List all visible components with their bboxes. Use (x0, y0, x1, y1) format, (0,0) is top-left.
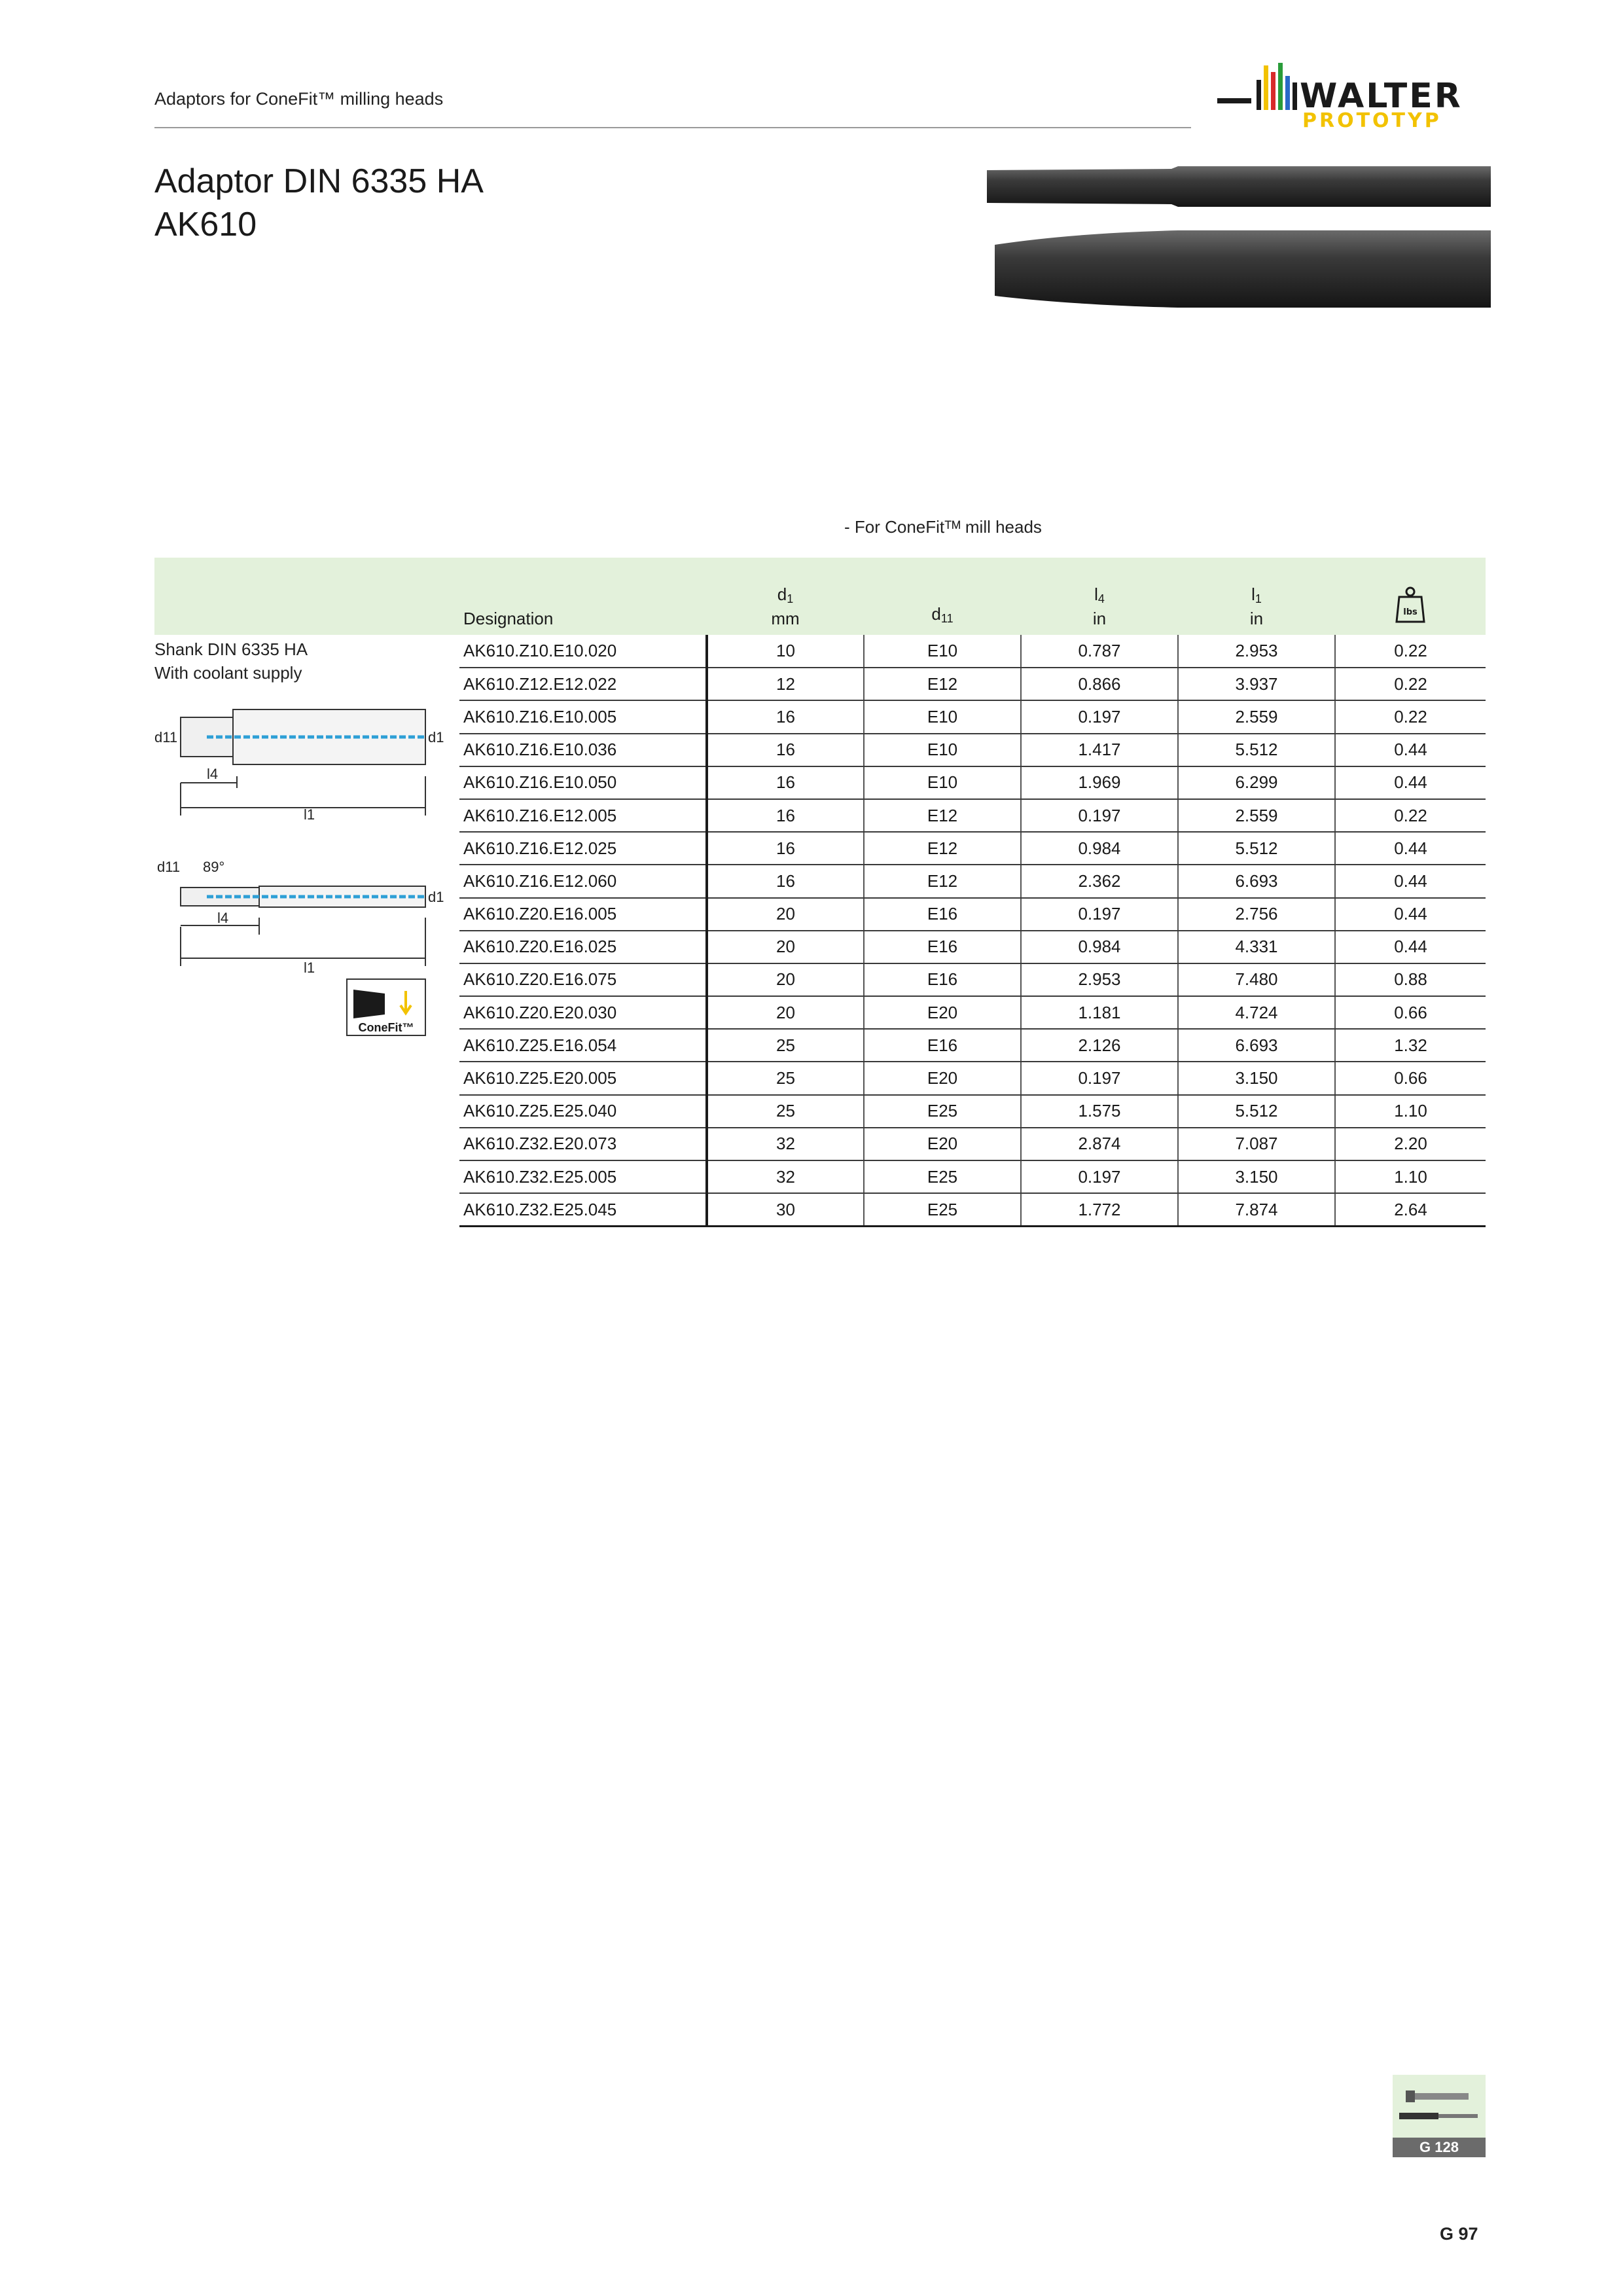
cell-d11: E16 (864, 898, 1021, 931)
cell-l1: 5.512 (1178, 832, 1335, 865)
cell-d11: E16 (864, 963, 1021, 996)
dim-l4-top: l4 (207, 766, 219, 782)
cell-designation: AK610.Z32.E20.073 (459, 1128, 707, 1160)
technical-drawing (154, 691, 444, 1058)
cell-weight: 0.44 (1335, 931, 1486, 963)
cell-d1: 20 (707, 898, 864, 931)
cell-weight: 2.64 (1335, 1193, 1486, 1226)
header-rule (154, 127, 1191, 128)
cell-d11: E10 (864, 766, 1021, 799)
cell-d1: 16 (707, 865, 864, 897)
cell-d11: E10 (864, 734, 1021, 766)
cell-d1: 12 (707, 668, 864, 700)
cell-weight: 1.10 (1335, 1160, 1486, 1193)
shank-line-2: With coolant supply (154, 663, 302, 683)
cell-l4: 2.126 (1021, 1029, 1178, 1062)
cell-d1: 10 (707, 635, 864, 668)
cell-l4: 1.969 (1021, 766, 1178, 799)
cell-d1: 16 (707, 734, 864, 766)
cell-designation: AK610.Z16.E10.036 (459, 734, 707, 766)
cell-d11: E16 (864, 931, 1021, 963)
header-l1: $l_1$ in (1249, 584, 1264, 628)
cell-d11: E10 (864, 635, 1021, 668)
cell-weight: 1.10 (1335, 1095, 1486, 1128)
cell-d11: E20 (864, 996, 1021, 1029)
cell-l4: 1.417 (1021, 734, 1178, 766)
cell-weight: 0.22 (1335, 700, 1486, 733)
cell-weight: 0.22 (1335, 799, 1486, 832)
cell-d11: E20 (864, 1128, 1021, 1160)
cell-d1: 25 (707, 1095, 864, 1128)
product-image (982, 162, 1492, 319)
cell-weight: 0.22 (1335, 635, 1486, 668)
screw-icon (1393, 2075, 1486, 2138)
cell-d11: E12 (864, 832, 1021, 865)
cell-l4: 0.197 (1021, 1160, 1178, 1193)
cell-d1: 32 (707, 1160, 864, 1193)
cell-l1: 2.756 (1178, 898, 1335, 931)
cell-d11: E25 (864, 1160, 1021, 1193)
cell-weight: 0.44 (1335, 865, 1486, 897)
cell-l1: 7.480 (1178, 963, 1335, 996)
cell-l4: 1.772 (1021, 1193, 1178, 1226)
cell-d1: 16 (707, 700, 864, 733)
cell-l4: 2.362 (1021, 865, 1178, 897)
page-title (154, 160, 484, 246)
cell-d1: 30 (707, 1193, 864, 1226)
cell-weight: 0.66 (1335, 996, 1486, 1029)
header-l4: $l_4$ in (1092, 584, 1107, 628)
shank-line-1: Shank DIN 6335 HA (154, 639, 308, 659)
dim-l1-bottom: l1 (304, 960, 315, 976)
cell-d11: E16 (864, 1029, 1021, 1062)
cell-designation: AK610.Z20.E16.025 (459, 931, 707, 963)
title-line-1: Adaptor DIN 6335 HA (154, 162, 484, 200)
cell-d1: 20 (707, 996, 864, 1029)
cell-l4: 0.866 (1021, 668, 1178, 700)
header-d11: $d_{11}$ (931, 604, 954, 625)
header-designation: Designation (463, 609, 554, 628)
dim-d11-bottom: d11 (157, 859, 181, 875)
cell-l1: 2.559 (1178, 799, 1335, 832)
cell-d1: 20 (707, 963, 864, 996)
header-d1: $d_1$ mm (771, 584, 800, 628)
cell-l4: 0.787 (1021, 635, 1178, 668)
cell-designation: AK610.Z20.E16.005 (459, 898, 707, 931)
cell-d11: E12 (864, 865, 1021, 897)
cell-weight: 0.88 (1335, 963, 1486, 996)
cell-l1: 5.512 (1178, 1095, 1335, 1128)
cell-d1: 16 (707, 832, 864, 865)
cell-d11: E25 (864, 1193, 1021, 1226)
cell-d1: 25 (707, 1062, 864, 1094)
cell-designation: AK610.Z16.E10.005 (459, 700, 707, 733)
cell-d1: 20 (707, 931, 864, 963)
conefit-label: ConeFit™ (358, 1021, 414, 1034)
weight-unit: lbs (1403, 607, 1418, 617)
cell-weight: 1.32 (1335, 1029, 1486, 1062)
cell-l1: 6.693 (1178, 865, 1335, 897)
logo-sub: PROTOTYP (1302, 109, 1442, 132)
cell-designation: AK610.Z32.E25.045 (459, 1193, 707, 1226)
cell-d11: E12 (864, 799, 1021, 832)
cell-l1: 4.724 (1178, 996, 1335, 1029)
cell-designation: AK610.Z25.E16.054 (459, 1029, 707, 1062)
table-caption: - For ConeFitᵀᴹ mill heads (844, 517, 1042, 537)
header-weight (1335, 558, 1486, 635)
logo-brand: WALTER (1300, 77, 1463, 116)
cell-l4: 0.984 (1021, 832, 1178, 865)
weight-icon (1394, 585, 1427, 624)
cell-l1: 6.299 (1178, 766, 1335, 799)
cell-designation: AK610.Z16.E10.050 (459, 766, 707, 799)
cell-d1: 16 (707, 799, 864, 832)
cell-weight: 2.20 (1335, 1128, 1486, 1160)
dim-angle: 89° (203, 859, 225, 875)
cell-l4: 2.874 (1021, 1128, 1178, 1160)
cell-designation: AK610.Z25.E20.005 (459, 1062, 707, 1094)
title-line-2: AK610 (154, 206, 257, 243)
cell-designation: AK610.Z16.E12.060 (459, 865, 707, 897)
cell-l4: 0.197 (1021, 799, 1178, 832)
header-blank (154, 558, 459, 635)
cell-weight: 0.66 (1335, 1062, 1486, 1094)
cell-l4: 0.197 (1021, 700, 1178, 733)
cell-designation: AK610.Z10.E10.020 (459, 635, 707, 668)
cell-l1: 5.512 (1178, 734, 1335, 766)
cell-l1: 7.874 (1178, 1193, 1335, 1226)
cell-l4: 1.575 (1021, 1095, 1178, 1128)
dim-d1-top: d1 (428, 729, 444, 745)
cell-l1: 4.331 (1178, 931, 1335, 963)
cell-designation: AK610.Z16.E12.025 (459, 832, 707, 865)
cell-designation: AK610.Z20.E16.075 (459, 963, 707, 996)
shank-description (154, 635, 459, 685)
dim-d1-bottom: d1 (428, 889, 444, 905)
cell-l4: 0.197 (1021, 898, 1178, 931)
page-number: G 97 (1440, 2224, 1478, 2244)
dim-l1-top: l1 (304, 806, 315, 823)
cell-weight: 0.44 (1335, 832, 1486, 865)
cell-designation: AK610.Z32.E25.005 (459, 1160, 707, 1193)
cell-d11: E12 (864, 668, 1021, 700)
reference-icon-box (1393, 2075, 1486, 2138)
dim-d11-top: d11 (154, 729, 178, 745)
side-panel (154, 635, 459, 1226)
cell-l1: 6.693 (1178, 1029, 1335, 1062)
cell-d1: 32 (707, 1128, 864, 1160)
table-row (154, 635, 1486, 668)
cell-designation: AK610.Z25.E25.040 (459, 1095, 707, 1128)
cell-weight: 0.44 (1335, 734, 1486, 766)
table-header-row (154, 558, 1486, 635)
cell-d1: 25 (707, 1029, 864, 1062)
cell-weight: 0.44 (1335, 766, 1486, 799)
cell-d11: E25 (864, 1095, 1021, 1128)
cell-l1: 7.087 (1178, 1128, 1335, 1160)
dim-l4-bottom: l4 (217, 910, 229, 926)
cell-l4: 0.984 (1021, 931, 1178, 963)
cell-weight: 0.44 (1335, 898, 1486, 931)
cell-d11: E10 (864, 700, 1021, 733)
cell-weight: 0.22 (1335, 668, 1486, 700)
cell-l1: 3.150 (1178, 1160, 1335, 1193)
cell-l4: 2.953 (1021, 963, 1178, 996)
cell-l4: 1.181 (1021, 996, 1178, 1029)
section-header: Adaptors for ConeFit™ milling heads (154, 89, 444, 109)
cell-l1: 3.150 (1178, 1062, 1335, 1094)
walter-prototyp-logo (1217, 60, 1492, 132)
reference-label: G 128 (1393, 2138, 1486, 2157)
cell-designation: AK610.Z12.E12.022 (459, 668, 707, 700)
cell-d11: E20 (864, 1062, 1021, 1094)
cell-l1: 2.953 (1178, 635, 1335, 668)
cell-l4: 0.197 (1021, 1062, 1178, 1094)
product-table (154, 558, 1486, 1227)
cell-designation: AK610.Z20.E20.030 (459, 996, 707, 1029)
cell-l1: 2.559 (1178, 700, 1335, 733)
cell-designation: AK610.Z16.E12.005 (459, 799, 707, 832)
cell-l1: 3.937 (1178, 668, 1335, 700)
cell-d1: 16 (707, 766, 864, 799)
